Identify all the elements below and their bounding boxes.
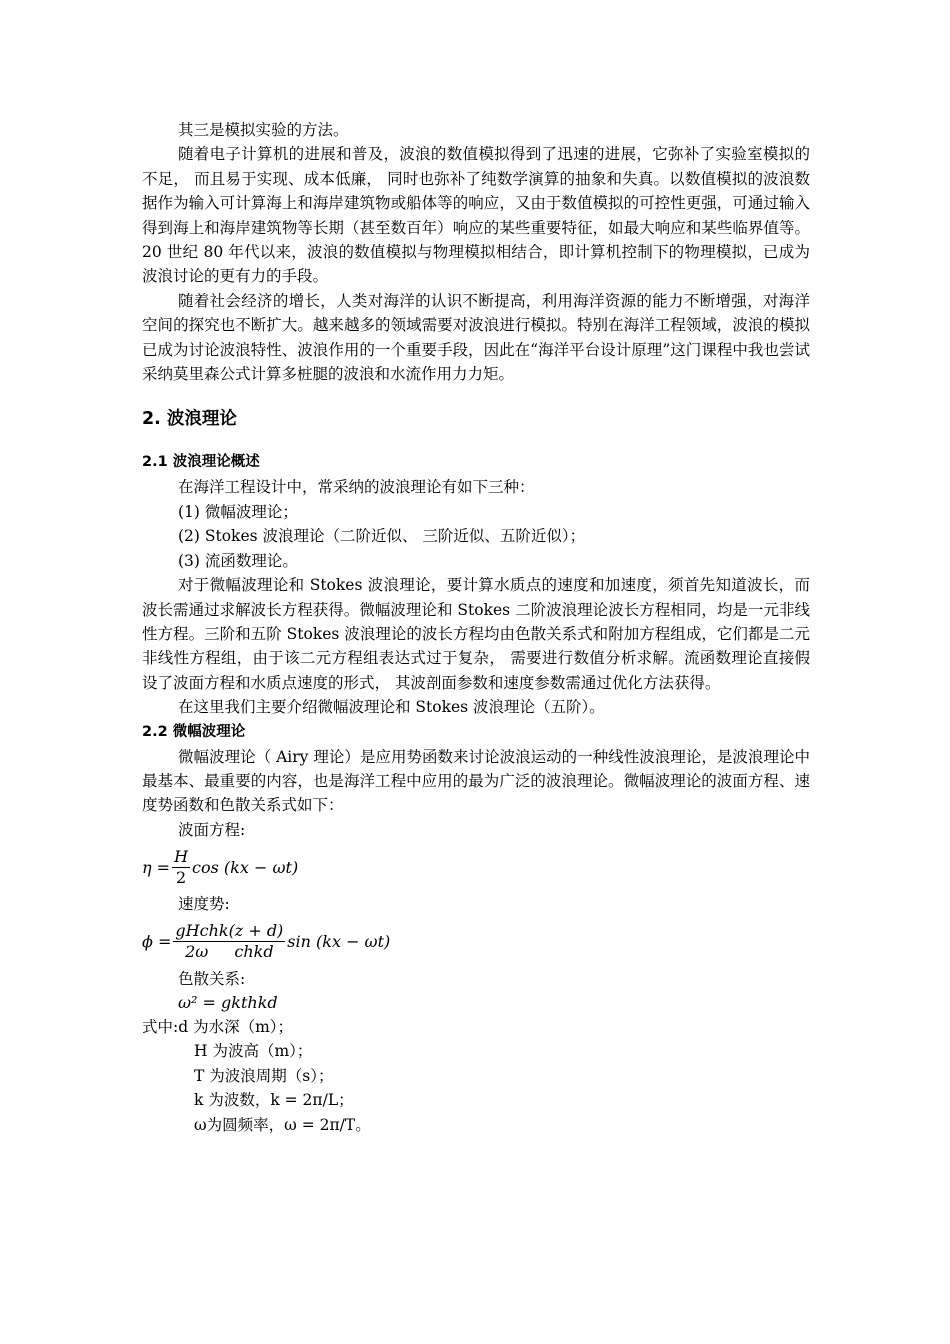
potential-equation [142, 917, 810, 967]
fraction-numerator: H [174, 846, 189, 866]
potential-label: 速度势: [178, 895, 230, 914]
surface-equation-fraction [172, 847, 190, 888]
variable-definitions [142, 1015, 810, 1137]
dispersion-equation: ω² = gkthkd [178, 992, 278, 1012]
surface-equation-label: 波面方程: [178, 820, 246, 839]
variable-definition: H 为波高（m）； [194, 1042, 313, 1061]
surface-equation-rhs: cos (kx − ωt) [192, 857, 299, 877]
intro-paragraph-3: 随着社会经济的增长，人类对海洋的认识不断提高，利用海洋资源的能力不断增强，对海洋空间的探究也不断扩大。越来越多的领域需要对波浪进行模拟。特别在海洋工程领域，波浪的模拟已成为讨论波浪特性、波浪作用的一个重要手段，因此在“海洋平台设计原理”这门课程中我也尝试采纳莫里森公式计算多桩腿的波浪和水流作用力力矩。 [142, 291, 810, 384]
variable-definition: k 为波数，k = 2π/L； [194, 1091, 354, 1110]
denominator-part: chkd [234, 942, 274, 962]
fraction-denominator: 2 [175, 867, 187, 887]
section-2-2-heading: 2.2 微幅波理论 [142, 723, 246, 740]
denominator-part: 2ω [185, 942, 209, 962]
potential-equation-rhs: sin (kx − ωt) [287, 932, 391, 952]
variable-definition: ω为圆频率，ω = 2π/T。 [194, 1115, 371, 1134]
section-2-1-heading: 2.1 波浪理论概述 [142, 454, 260, 471]
where-prefix: 式中: [142, 1017, 179, 1036]
dispersion-label: 色散关系: [178, 969, 246, 988]
section-2-1-lead: 在海洋工程设计中，常采纳的波浪理论有如下三种： [178, 478, 535, 497]
theory-list-item: (1) 微幅波理论； [178, 502, 298, 521]
intro-paragraph-1: 其三是模拟实验的方法。 [178, 121, 349, 139]
section-2-heading: 2. 波浪理论 [142, 409, 237, 430]
document-page [142, 118, 810, 1137]
potential-equation-lhs: ϕ = [142, 932, 172, 952]
section-2-1-summary: 在这里我们主要介绍微幅波理论和 Stokes 波浪理论（五阶）。 [178, 698, 605, 717]
fraction-denominator [183, 942, 275, 962]
section-2-1-paragraph: 对于微幅波理论和 Stokes 波浪理论，要计算水质点的速度和加速度，须首先知道波长，而波长需通过求解波长方程获得。微幅波理论和 Stokes 二阶波浪理论波长方程相同，均是一元非线性方程。三阶和五阶 Stokes 波浪理论的波长方程均由色散关系式和附加方程组成，它们都是二元非线性方程组，由于该二元方程组表达式过于复杂， 需要进行数值分析求解。流函数理论直接假设了波面方程和水质点速度的形式， 其波剖面参数和速度参数需通过优化方法获得。 [142, 576, 810, 692]
surface-equation-lhs: η = [142, 857, 171, 877]
fraction-numerator: gHchk(z + d) [175, 921, 284, 941]
potential-equation-fraction [173, 921, 285, 962]
section-2-2-paragraph: 微幅波理论（ Airy 理论）是应用势函数来讨论波浪运动的一种线性波浪理论，是波浪理论中最基本、最重要的内容，也是海洋工程中应用的最为广泛的波浪理论。微幅波理论的波面方程、速度势函数和色散关系式如下： [142, 747, 810, 815]
intro-paragraph-2: 随着电子计算机的进展和普及，波浪的数值模拟得到了迅速的进展，它弥补了实验室模拟的不足， 而且易于实现、成本低廉， 同时也弥补了纯数学演算的抽象和失真。以数值模拟的波浪数据作为输入可计算海上和海岸建筑物或船体等的响应，又由于数值模拟的可控性更强，可通过输入得到海上和海岸建筑物等长期（甚至数百年）响应的某些重要特征，如最大响应和某些临界值等。 20 世纪 80 年代以来，波浪的数值模拟与物理模拟相结合，即计算机控制下的物理模拟，已成为波浪讨论的更有力的手段。 [142, 145, 810, 286]
theory-list-item: (3) 流函数理论。 [178, 551, 298, 570]
variable-definition: T 为波浪周期（s）； [194, 1066, 334, 1085]
surface-equation [142, 842, 810, 892]
theory-list-item: (2) Stokes 波浪理论（二阶近似、 三阶近似、五阶近似）； [178, 527, 586, 546]
variable-definition: d 为水深（m）； [178, 1017, 294, 1036]
